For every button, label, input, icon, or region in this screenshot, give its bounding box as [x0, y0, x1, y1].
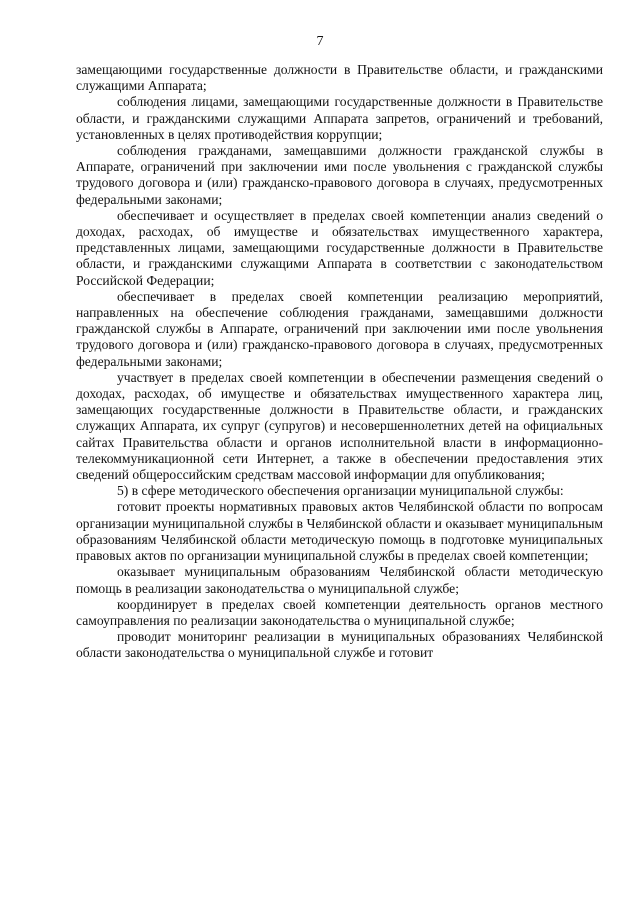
section-heading: 5) в сфере методического обеспечения организации муниципальной службы: — [117, 483, 564, 499]
page-number: 7 — [316, 34, 324, 49]
paragraph: обеспечивает в пределах своей компетенции реализацию мероприятий, направленных на обеспечение соблюдения гражданами, замещавшими должности гражданской службы в Аппарате, ограничений при заключении ими после увольнения трудового договора и (или) гражданско-правового договора в случаях, предусмотренных федеральными законами; — [76, 288, 603, 369]
paragraph: проводит мониторинг реализации в муниципальных образованиях Челябинской области законодательства о муниципальной службе и готовит — [76, 629, 603, 661]
paragraph: готовит проекты нормативных правовых актов Челябинской области по вопросам организации муниципальной службы в Челябинской области и оказывает муниципальным образованиям Челябинской области методическую помощь в подготовке муниципальных правовых актов по организации муниципальной службы в пределах своей компетенции; — [76, 499, 603, 564]
paragraph: соблюдения гражданами, замещавшими должности гражданской службы в Аппарате, ограничений при заключении ими после увольнения с гражданской службы трудового договора и (или) гражданско-правового договора в случаях, предусмотренных федеральными законами; — [76, 143, 603, 207]
paragraph: обеспечивает и осуществляет в пределах своей компетенции анализ сведений о доходах, расходах, об имуществе и обязательствах имущественного характера, представленных лицами, замещающими государственные должности в Правительстве области, и гражданскими служащими Аппарата в соответствии с законодательством Российской Федерации; — [76, 207, 603, 288]
paragraph: участвует в пределах своей компетенции в обеспечении размещения сведений о доходах, расходах, об имуществе и обязательствах имущественного характера лиц, замещающих государственные должности в Правительстве области, и гражданских служащих Аппарата, их супруг (супругов) и несовершеннолетних детей на официальных сайтах Правительства области и органов исполнительной власти в информационно-телекоммуникационной сети Интернет, а также в обеспечении предоставления этих сведений общероссийским средствам массовой информации для опубликования; — [76, 369, 603, 483]
paragraph: замещающими государственные должности в Правительстве области, и гражданскими служащими Аппарата; — [76, 62, 603, 94]
paragraph: координирует в пределах своей компетенции деятельность органов местного самоуправления по реализации законодательства о муниципальной службе; — [76, 596, 603, 628]
document-body — [76, 62, 603, 662]
paragraph: оказывает муниципальным образованиям Челябинской области методическую помощь в реализации законодательства о муниципальной службе; — [76, 564, 603, 596]
paragraph: соблюдения лицами, замещающими государственные должности в Правительстве области, и гражданскими служащими Аппарата запретов, ограничений и требований, установленных в целях противодействия коррупции; — [76, 94, 603, 142]
